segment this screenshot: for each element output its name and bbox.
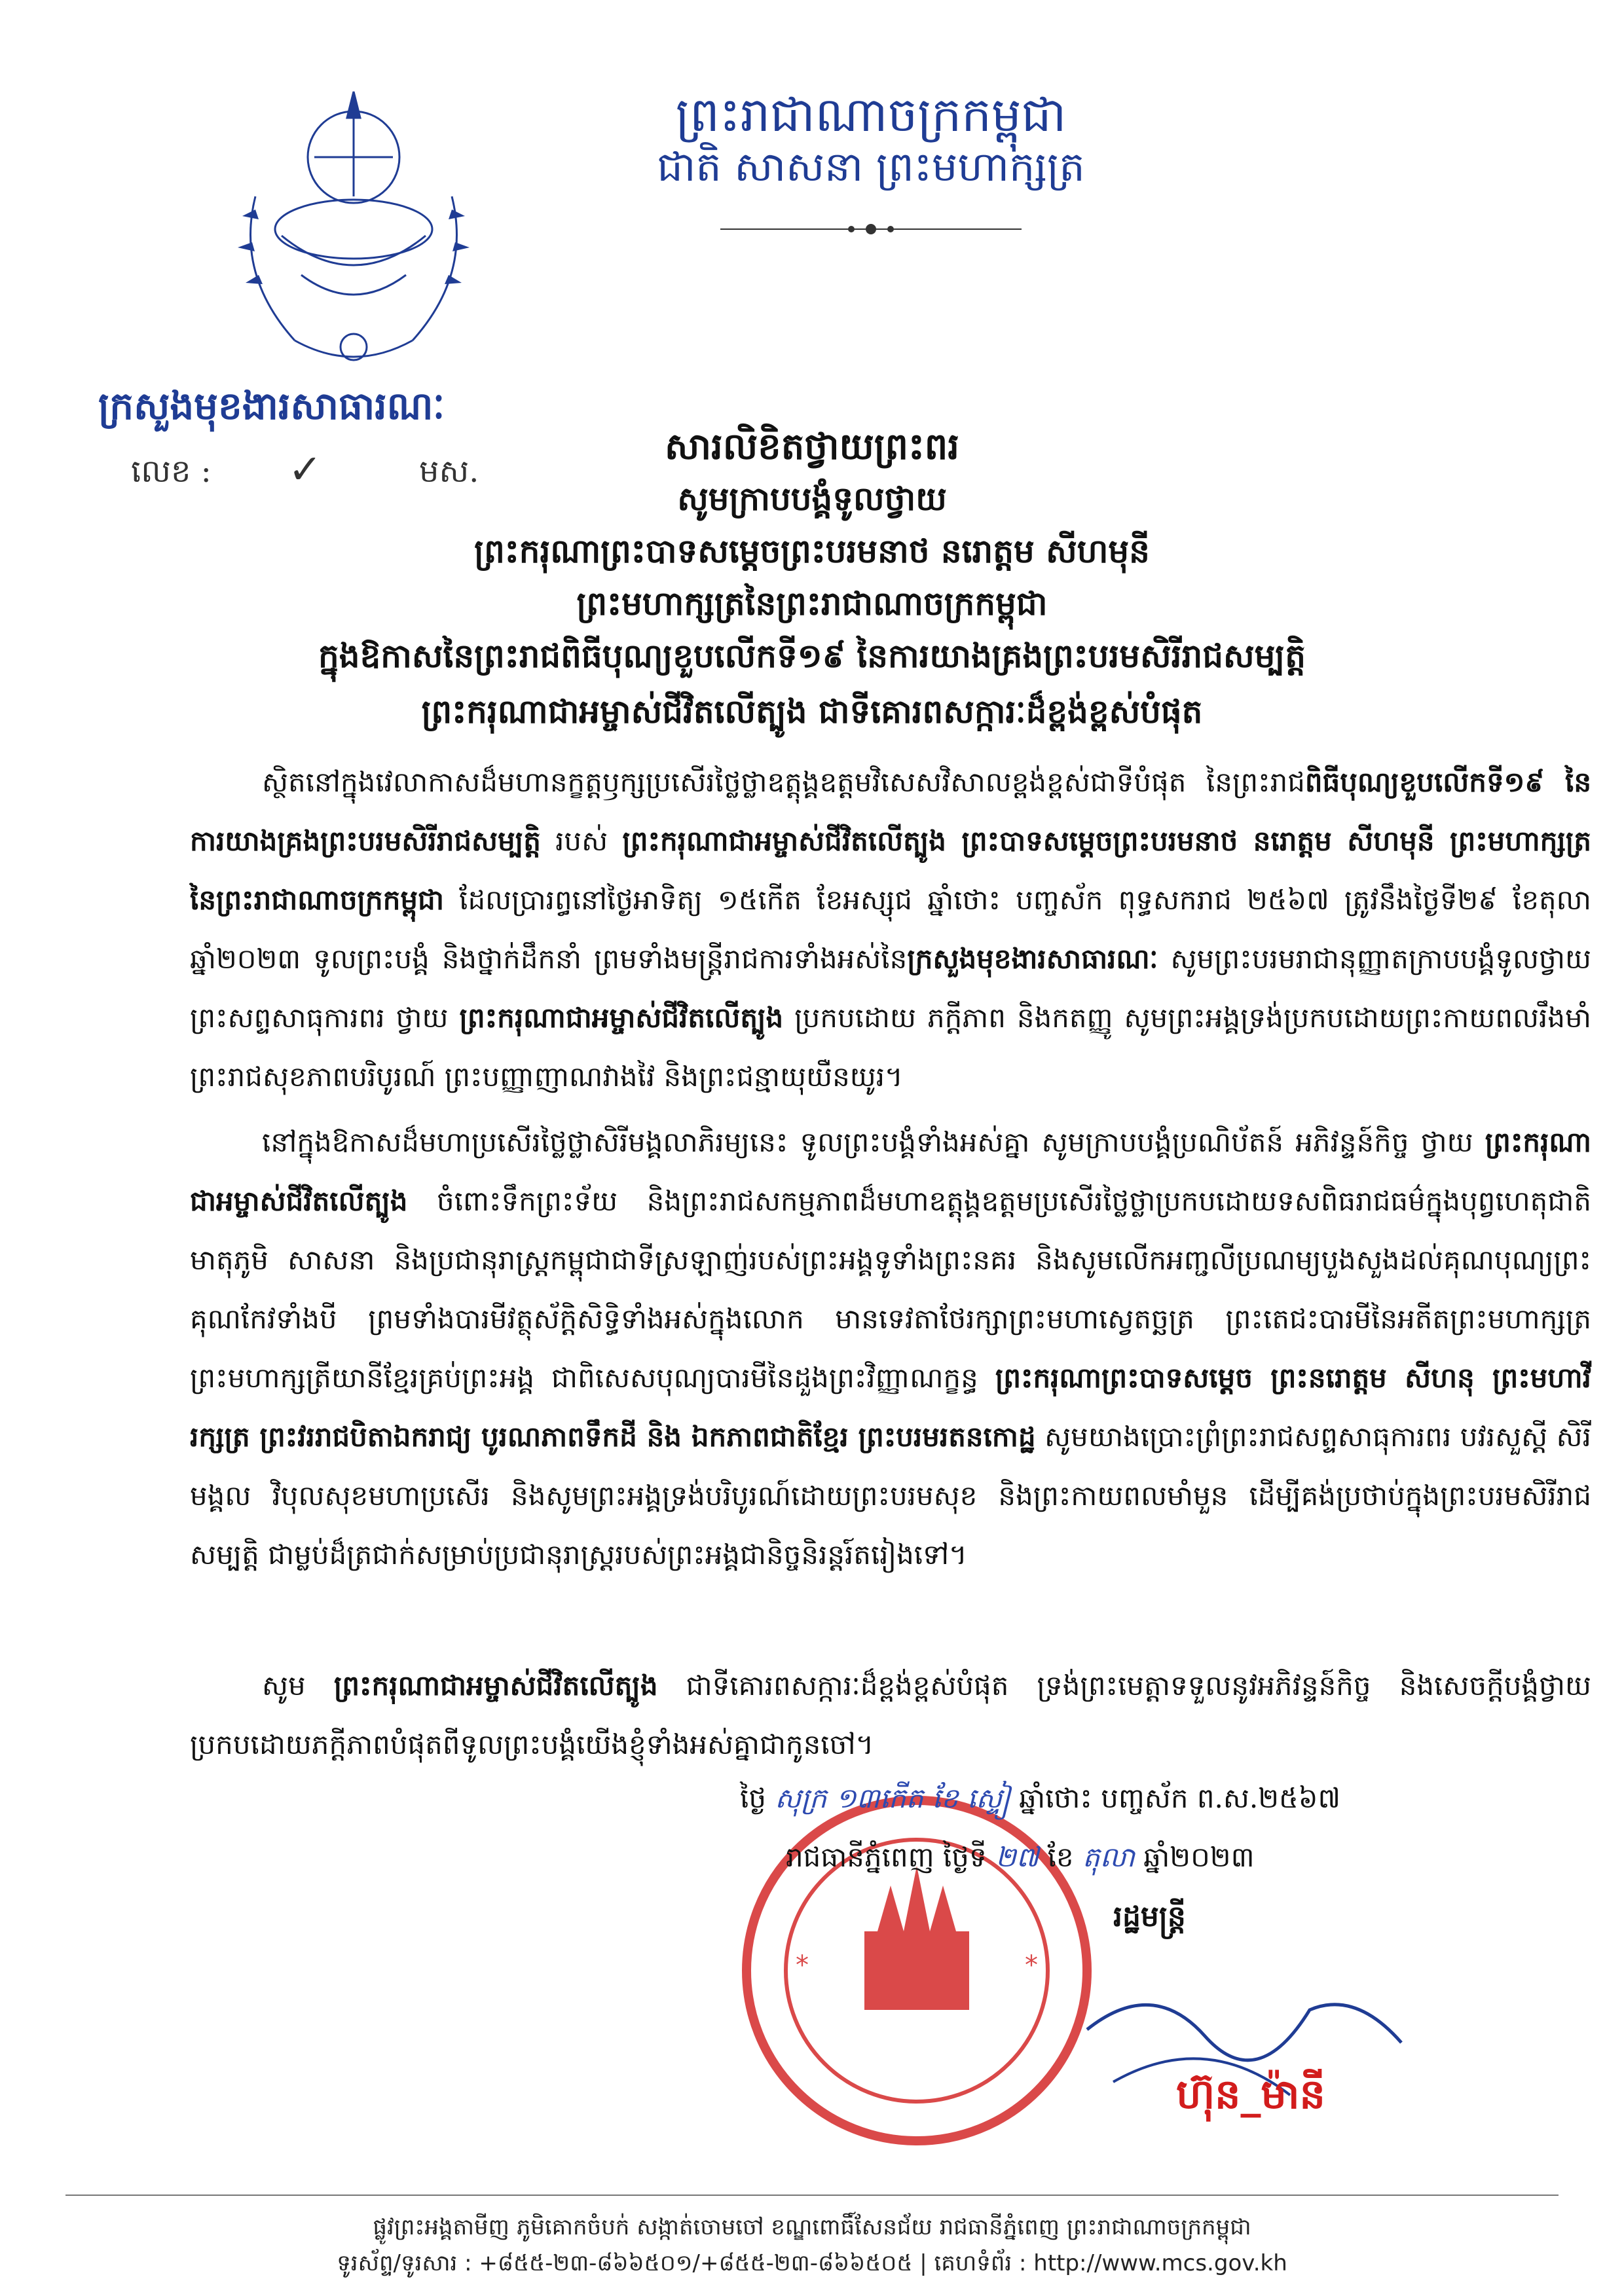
handwritten-day: សុក្រ ១៣កើត ខែ ស្ទៀ <box>775 1782 1010 1814</box>
kingdom-heading: ព្រះរាជាណាចក្រកម្ពុជា <box>675 87 1067 142</box>
national-motto: ជាតិ សាសនា ព្រះមហាក្សត្រ <box>657 143 1085 191</box>
date-line-lunar: ថ្ងៃ សុក្រ ១៣កើត ខែ ស្ទៀ ឆ្នាំថោះ បញ្ចស័ក ព.ស.២៥៦៧ <box>740 1782 1340 1814</box>
letter-title: សារលិខិតថ្វាយព្រះពរ <box>664 425 960 468</box>
handwritten-signature <box>1074 1951 1414 2160</box>
footer-divider <box>65 2195 1559 2196</box>
body-paragraph-3: សូម ព្រះករុណាជាអម្ចាស់ជីវិតលើត្បូង ជាទីគោរពសក្ការៈដ៏ខ្ពង់ខ្ពស់បំផុត ទ្រង់ព្រះមេត្តាទទួលនូវអភិវន្ទន៍កិច្ច និងសេចក្តីបង្គំថ្វាយប្រកបដោយភក្តីភាពបំផុតពីទូលព្រះបង្គំយើងខ្ញុំទាំងអស់គ្នាជាកូនចៅ។ <box>190 1669 1591 1760</box>
body-paragraph-2: នៅក្នុងឱកាសដ៏មហាប្រសើរថ្លៃថ្លាសិរីមង្គលាភិរម្យនេះ ទូលព្រះបង្គំទាំងអស់គ្នា សូមក្រាបបង្គំប្រណិប័តន៍ អភិវន្ទន៍កិច្ច ថ្វាយ ព្រះករុណាជាអម្ចាស់ជីវិតលើត្បូង ចំពោះទឹកព្រះទ័យ និងព្រះរាជសកម្មភាពដ៏មហាឧត្តុង្គឧត្តមប្រសើរថ្លៃថ្លាប្រកបដោយទសពិធរាជធម៌ក្នុងបុព្វហេតុជាតិមាតុភូមិ សាសនា និងប្រជានុរាស្ត្រកម្ពុជាជាទីស្រឡាញ់របស់ព្រះអង្គទូទាំងព្រះនគរ និងសូមលើកអញ្ជលីប្រណម្យបួងសួងដល់គុណបុណ្យព្រះគុណកែវទាំងបី ព្រមទាំងបារមីវត្ថុស័ក្តិសិទ្ធិទាំងអស់ក្នុងលោក មានទេវតាថែរក្សាព្រះមហាស្វេតច្ឆត្រ ព្រះតេជះបារមីនៃអតីតព្រះមហាក្សត្រ ព្រះមហាក្សត្រីយានីខ្មែរគ្រប់ព្រះអង្គ ជាពិសេសបុណ្យបារមីនៃដួងព្រះវិញ្ញាណក្ខន្ធ ព្រះករុណាព្រះបាទសម្តេច ព្រះនរោត្តម សីហនុ ព្រះមហាវីរក្សត្រ ព្រះវររាជបិតាឯករាជ្យ បូរណភាពទឹកដី និង ឯកភាពជាតិខ្មែរ ព្រះបរមរតនកោដ្ឋ សូមយាងប្រោះព្រំព្រះរាជសព្ទសាធុការពរ បវរសួស្តី សិរីមង្គល វិបុលសុខមហាប្រសើរ និងសូមព្រះអង្គទ្រង់បរិបូរណ៍ដោយព្រះបរមសុខ និងព្រះកាយពលមាំមួន ដើម្បីគង់ប្រថាប់ក្នុងព្រះបរមសិរីរាជសម្បត្តិ ជាម្លប់ដ៏ត្រជាក់សម្រាប់ប្រជានុរាស្ត្ររបស់ព្រះអង្គជានិច្ចនិរន្តរ៍តរៀងទៅ។ <box>190 1126 1591 1571</box>
title-line-5: ក្នុងឱកាសនៃព្រះរាជពិធីបុណ្យខួបលើកទី១៩ នៃការយាងគ្រងព្រះបរមសិរីរាជសម្បត្តិ <box>318 636 1306 675</box>
minister-title: រដ្ឋមន្ត្រី <box>1113 1900 1186 1933</box>
title-line-6: ព្រះករុណាជាអម្ចាស់ជីវិតលើត្បូង ជាទីគោរពសក្ការៈដ៏ខ្ពង់ខ្ពស់បំផុត <box>421 692 1203 731</box>
reference-label: លេខ : <box>131 453 212 490</box>
title-line-3: ព្រះករុណាព្រះបាទសម្តេចព្រះបរមនាថ នរោត្តម សីហមុនី <box>474 532 1150 570</box>
royal-crest-emblem <box>216 79 491 386</box>
svg-text:*: * <box>796 1950 809 1980</box>
title-line-4: ព្រះមហាក្សត្រនៃព្រះរាជាណាចក្រកម្ពុជា <box>576 584 1048 623</box>
footer-contact: ទូរស័ព្ទ/ទូរសារ : +៨៥៥-២៣-៨៦៦៥០១/+៨៥៥-២៣-៨៦៦៥០៥ | គេហទំព័រ : http://www.mcs.gov.kh <box>337 2250 1287 2276</box>
title-line-2: សូមក្រាបបង្គំទូលថ្វាយ <box>677 479 947 518</box>
check-mark: ✓ <box>288 445 322 493</box>
svg-text:*: * <box>1025 1950 1038 1980</box>
reference-code: មស. <box>419 453 479 490</box>
footer-address: ផ្លូវព្រះអង្គតាមីញ ភូមិគោកចំបក់ សង្កាត់ចោមចៅ ខណ្ឌពោធិ៍សែនជ័យ រាជធានីភ្នំពេញ ព្រះរាជាណាចក្រកម្ពុជា <box>373 2214 1251 2240</box>
ministry-name: ក្រសួងមុខងារសាធារណៈ <box>98 384 445 428</box>
signatory-name: ហ៊ុន_ម៉ានី <box>1176 2070 1325 2118</box>
divider-ornament <box>720 219 1022 239</box>
date-line-gregorian: រាជធានីភ្នំពេញ ថ្ងៃទី ២៧ ខែ តុលា ឆ្នាំ២០២៣ <box>786 1841 1255 1873</box>
body-paragraph-1: ស្ថិតនៅក្នុងវេលាកាសដ៏មហានក្ខត្តឫក្សប្រសើរថ្លៃថ្លាឧត្តុង្គឧត្តមវិសេសវិសាលខ្ពង់ខ្ពស់ជាទីបំផុត នៃព្រះរាជពិធីបុណ្យខួបលើកទី១៩ នៃការយាងគ្រងព្រះបរមសិរីរាជសម្បត្តិ របស់ ព្រះករុណាជាអម្ចាស់ជីវិតលើត្បូង ព្រះបាទសម្តេចព្រះបរមនាថ នរោត្តម សីហមុនី ព្រះមហាក្សត្រ នៃព្រះរាជាណាចក្រកម្ពុជា ដែលប្រារព្ធនៅថ្ងៃអាទិត្យ ១៥កើត ខែអស្សុជ ឆ្នាំថោះ បញ្ចស័ក ពុទ្ធសករាជ ២៥៦៧ ត្រូវនឹងថ្ងៃទី២៩ ខែតុលា ឆ្នាំ២០២៣ ទូលព្រះបង្គំ និងថ្នាក់ដឹកនាំ ព្រមទាំងមន្ត្រីរាជការទាំងអស់នៃក្រសួងមុខងារសាធារណៈ សូមព្រះបរមរាជានុញ្ញាតក្រាបបង្គំទូលថ្វាយព្រះសព្ទសាធុការពរ ថ្វាយ ព្រះករុណាជាអម្ចាស់ជីវិតលើត្បូង ប្រកបដោយ ភក្តីភាព និងកតញ្ញូ សូមព្រះអង្គទ្រង់ប្រកបដោយព្រះកាយពលរឹងមាំ ព្រះរាជសុខភាពបរិបូរណ៍ ព្រះបញ្ញាញាណវាងវៃ និងព្រះជន្មាយុយឺនយូរ។ <box>190 766 1592 1093</box>
